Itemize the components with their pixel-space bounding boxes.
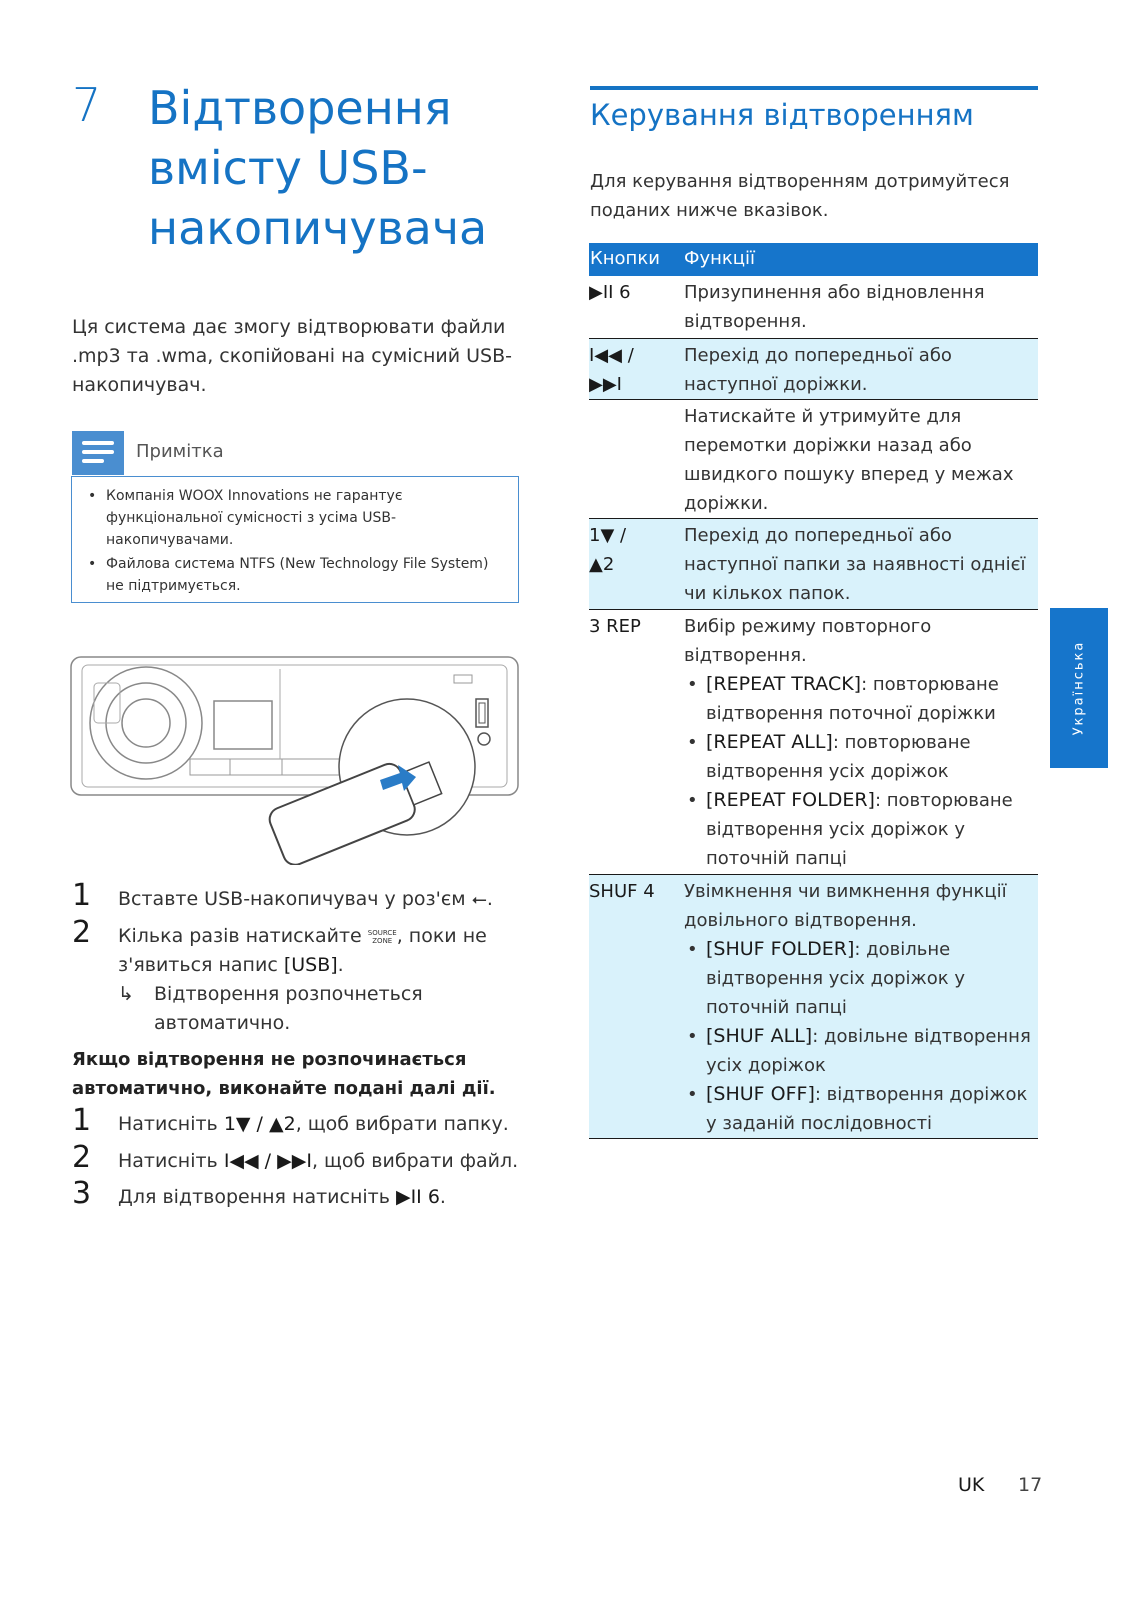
option-label: [SHUF ALL] (706, 1025, 813, 1047)
option-desc: : повторюване відтворення усіх доріжок у поточній папці (706, 790, 1013, 869)
note-icon (72, 431, 124, 475)
option-label: [REPEAT ALL] (706, 731, 833, 753)
option-desc: : довільне відтворення усіх доріжок (706, 1026, 1031, 1076)
step-post: , щоб вибрати файл. (311, 1150, 519, 1172)
manual-step-3 (72, 1176, 532, 1213)
repeat-option (684, 728, 1036, 786)
row-key: ▶II 6 (589, 282, 631, 303)
manual-step-2 (72, 1140, 532, 1177)
step-number: 2 (72, 915, 92, 950)
step-1 (72, 878, 532, 915)
row-function-text: Вибір режиму повторного відтворення. (684, 616, 932, 666)
option-desc: : повторюване відтворення поточної доріжки (706, 674, 999, 724)
section-intro: Для керування відтворенням дотримуйтеся поданих нижче вказівок. (590, 171, 1010, 221)
step-text (118, 1183, 446, 1212)
table-row (589, 875, 1038, 1139)
language-side-tab (1050, 608, 1108, 768)
row-key: 1▼ / ▲2 (589, 525, 627, 575)
repeat-option (684, 670, 1036, 728)
option-label: [REPEAT FOLDER] (706, 789, 875, 811)
option-label: [REPEAT TRACK] (706, 673, 862, 695)
option-desc: : повторюване відтворення усіх доріжок (706, 732, 971, 782)
language-tab-label: Українська (1071, 640, 1087, 736)
option-label: [SHUF OFF] (706, 1083, 815, 1105)
step-post: , щоб вибрати папку. (295, 1113, 509, 1135)
row-function (684, 877, 1036, 1138)
row-function: Призупинення або відновлення відтворення. (684, 282, 985, 332)
note-item: • Файлова система NTFS (New Technology File System) не підтримується. (84, 553, 508, 597)
chapter-title-line: накопичувача (148, 201, 488, 255)
table-header (589, 243, 1038, 276)
intro-paragraph: Ця система дає змогу відтворювати файли .mp3 та .wma, скопійовані на сумісний USB-накопичувач. (72, 316, 512, 396)
table-row (589, 610, 1038, 875)
step-number: 3 (72, 1176, 92, 1211)
step-number: 1 (72, 878, 92, 913)
shuffle-option (684, 935, 1036, 1022)
row-function-text: Увімкнення чи вимкнення функції довільного відтворення. (684, 881, 1007, 931)
step-text-a: Кілька разів натискайте (118, 925, 362, 947)
step-text (118, 1147, 518, 1176)
note-box (71, 476, 519, 603)
controls-table (589, 243, 1038, 1139)
result-arrow-icon: ↳ (118, 983, 134, 1005)
row-key: I◀◀ / ▶▶I (589, 345, 634, 395)
row-function: Перехід до попередньої або наступної доріжки. (684, 345, 952, 395)
step-text-c: . (337, 954, 344, 976)
option-label: [SHUF FOLDER] (706, 938, 855, 960)
note-label: Примітка (136, 441, 224, 462)
step-text-main: Вставте USB-накопичувач у роз'єм (118, 888, 466, 910)
header-functions: Функції (684, 248, 756, 269)
note-header (72, 431, 520, 475)
step-pre: Для відтворення натисніть (118, 1186, 390, 1208)
usb-insert-illustration (70, 655, 520, 865)
manual-step-1 (72, 1103, 532, 1140)
shuffle-option (684, 1022, 1036, 1080)
source-zone-icon (368, 929, 397, 945)
step-pre: Натисніть (118, 1150, 218, 1172)
row-function: Перехід до попередньої або наступної папки за наявності однієї чи кількох папок. (684, 525, 1026, 604)
section-rule (590, 86, 1038, 90)
row-key: 3 REP (589, 616, 641, 637)
option-desc: : довільне відтворення усіх доріжок у поточній папці (706, 939, 966, 1018)
section-title: Керування відтворенням (590, 98, 974, 132)
manual-heading: Якщо відтворення не розпочинається автоматично, виконайте подані далі дії. (72, 1049, 496, 1099)
repeat-option (684, 786, 1036, 873)
row-key: SHUF 4 (589, 881, 655, 902)
chapter-title-line: Відтворення (148, 81, 452, 135)
chapter-title-line: вмісту USB- (148, 141, 428, 195)
source-label: SOURCE (367, 928, 397, 937)
shuffle-option (684, 1080, 1036, 1138)
step-number: 1 (72, 1103, 92, 1138)
chapter-number: 7 (72, 78, 102, 132)
folder-keys: 1▼ / ▲2 (223, 1113, 296, 1135)
chapter-title (148, 78, 528, 258)
step-number: 2 (72, 1140, 92, 1175)
page-number: 17 (1018, 1474, 1043, 1496)
zone-label: ZONE (372, 936, 393, 945)
usb-label: [USB] (283, 954, 338, 976)
header-buttons: Кнопки (590, 248, 660, 269)
step-pre: Натисніть (118, 1113, 218, 1135)
table-row (589, 519, 1038, 610)
footer-language: UK (958, 1474, 985, 1496)
option-desc: : відтворення доріжок у заданій послідовності (706, 1084, 1028, 1134)
step-text: Вставте USB-накопичувач у роз'єм ⭠. (118, 888, 493, 910)
table-row (589, 339, 1038, 400)
result-text: Відтворення розпочнеться автоматично. (154, 983, 423, 1034)
table-row (589, 400, 1038, 519)
step-text-b: , поки не з'явиться напис (118, 925, 487, 976)
note-item: • Компанія WOOX Innovations не гарантує функціональної сумісності з усіма USB-накопичувачами. (84, 485, 508, 551)
usb-icon: ⭠ (471, 888, 487, 910)
play-pause-key: ▶II 6 (395, 1186, 440, 1208)
step-text (118, 1110, 509, 1139)
row-function (684, 612, 1036, 873)
row-function: Натискайте й утримуйте для перемотки доріжки назад або швидкого пошуку вперед у межах доріжки. (684, 406, 1014, 514)
track-keys: I◀◀ / ▶▶I (223, 1150, 312, 1172)
step-2 (72, 915, 532, 982)
step-post: . (439, 1186, 446, 1208)
step-text (118, 922, 518, 980)
table-row (589, 276, 1038, 339)
